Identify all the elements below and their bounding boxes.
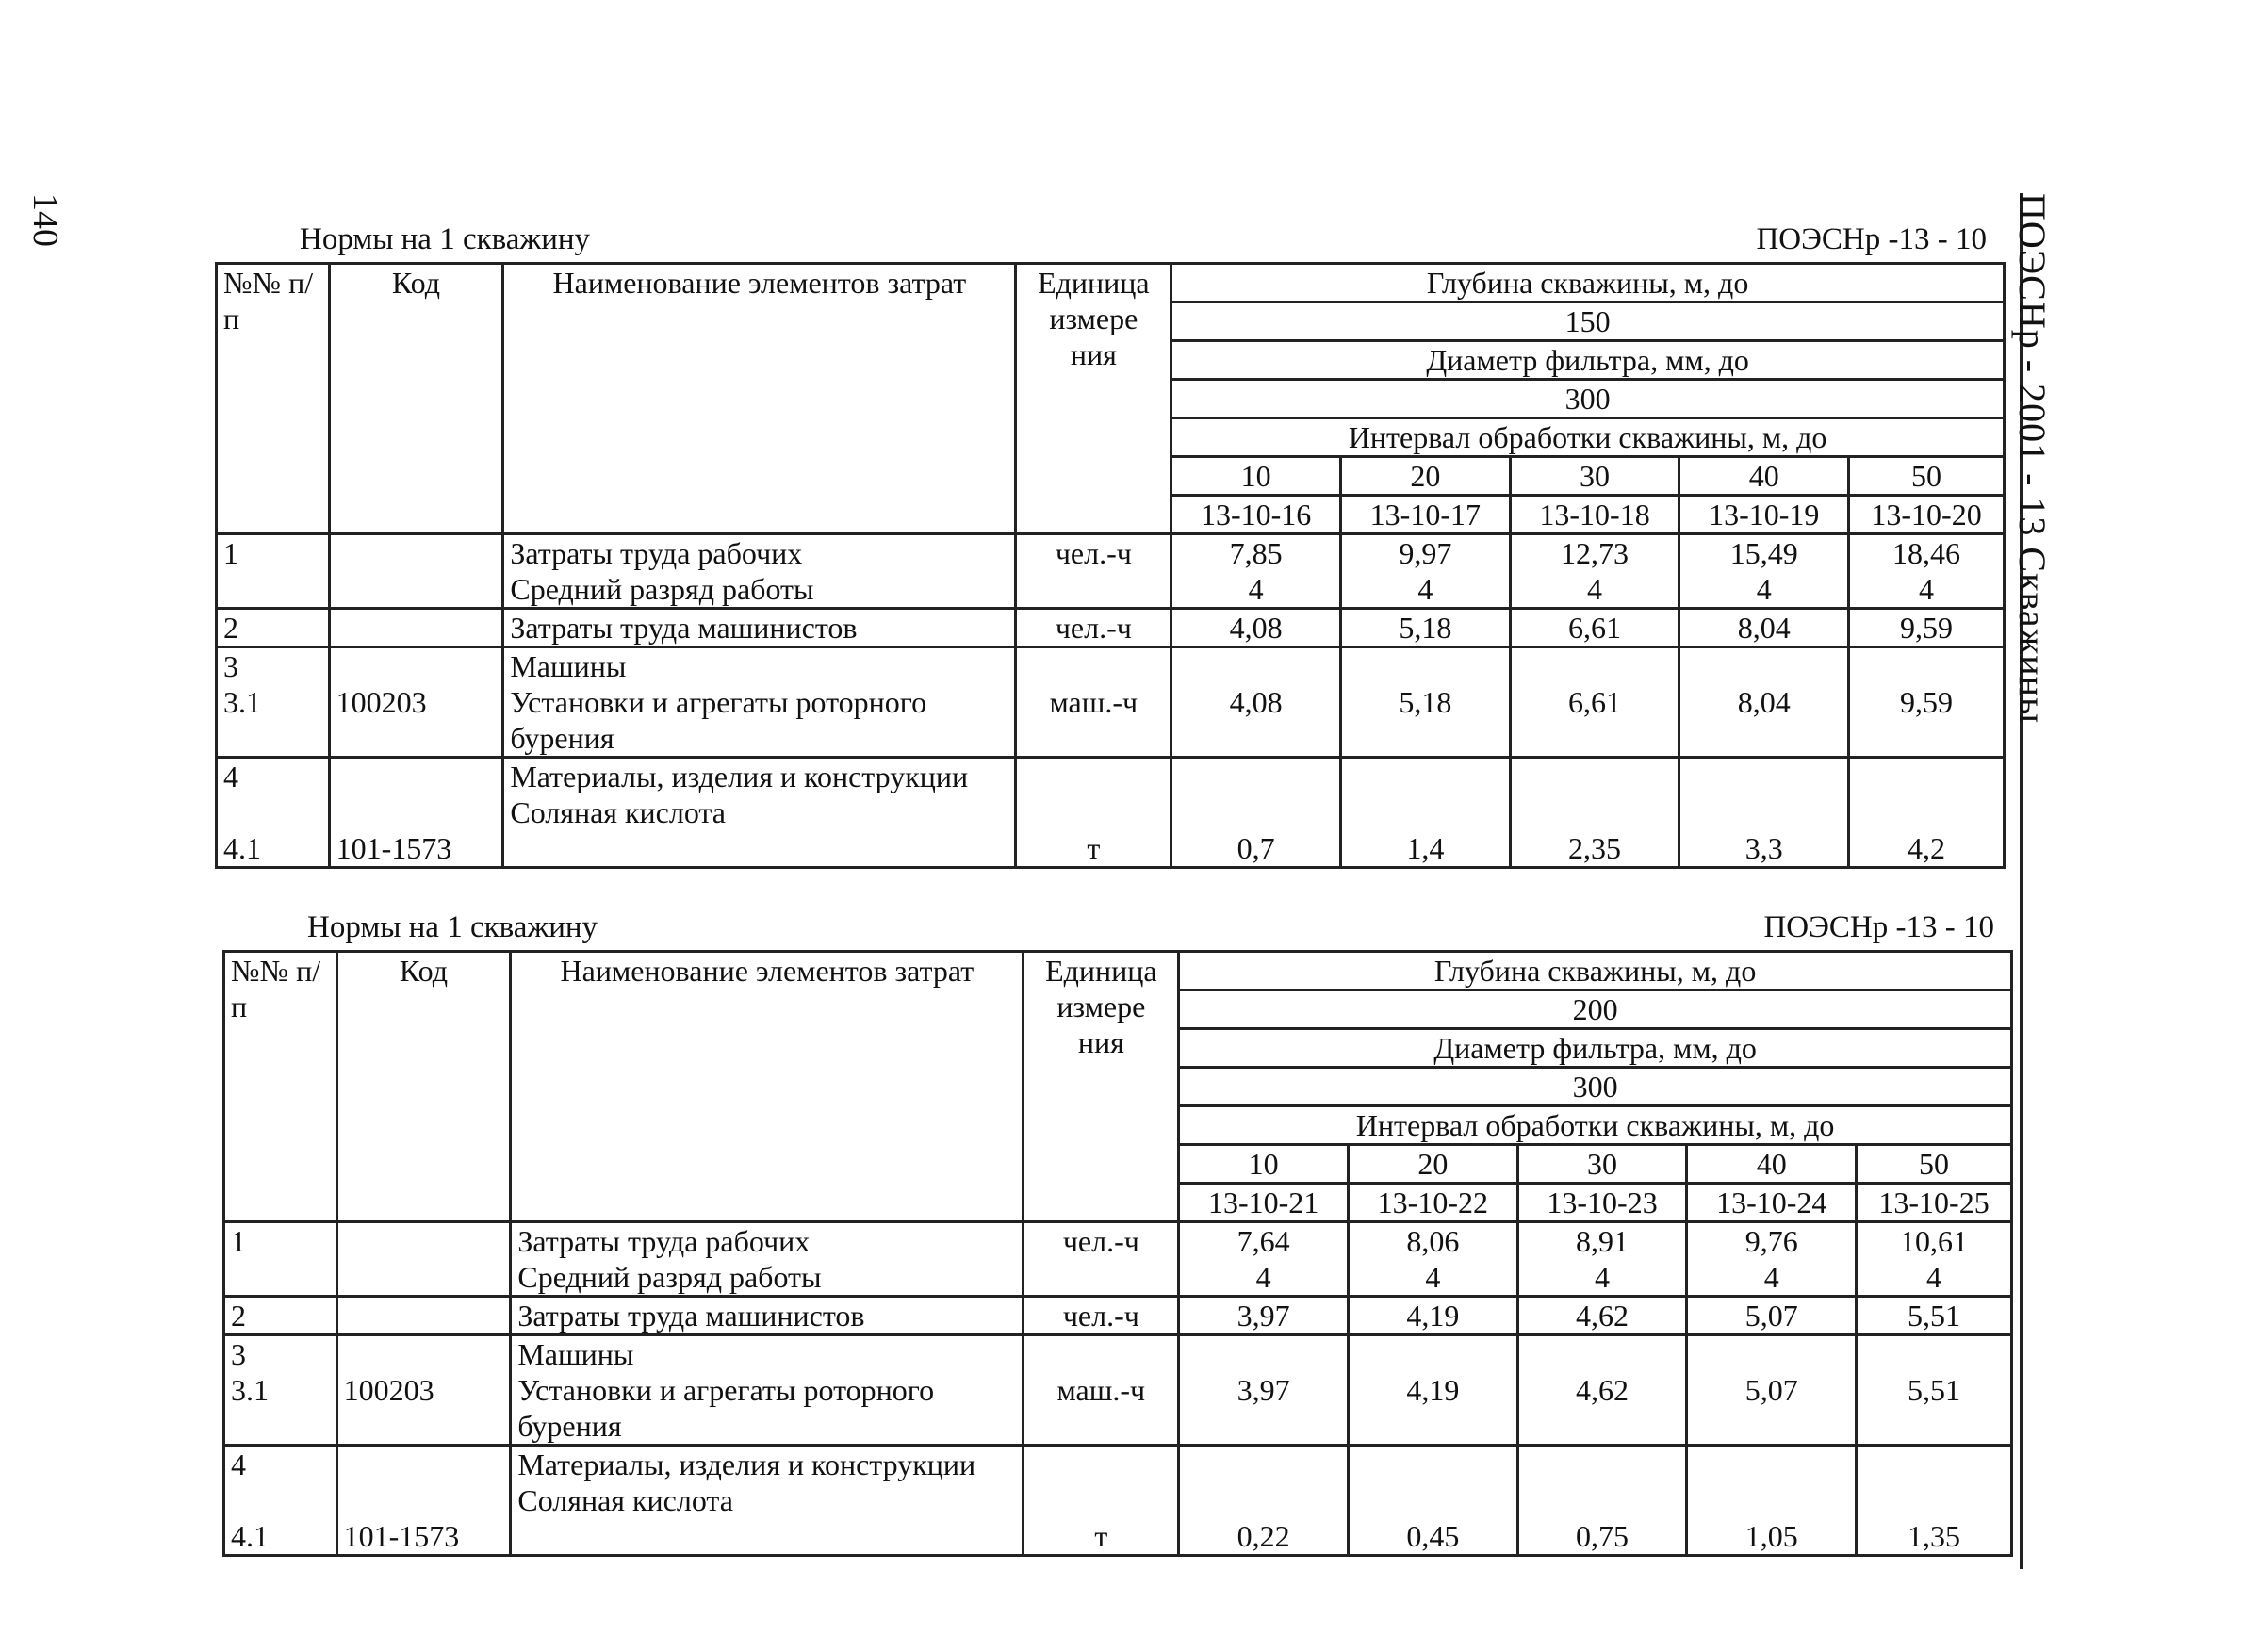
caption-right: ПОЭСНр -13 - 10 bbox=[1763, 910, 1994, 944]
interval-cell: 40 bbox=[1687, 1145, 1857, 1184]
table-row bbox=[217, 534, 2005, 609]
interval-cell: 30 bbox=[1510, 457, 1679, 496]
caption-row bbox=[215, 219, 2006, 262]
row-value: 0,75 bbox=[1517, 1446, 1687, 1556]
table-row bbox=[224, 1222, 2012, 1297]
table-row bbox=[217, 609, 2005, 647]
row-value: 6,61 bbox=[1510, 647, 1679, 758]
row-value: 4,62 bbox=[1517, 1335, 1687, 1446]
row-num: 3 3.1 bbox=[217, 647, 330, 758]
row-value: 5,18 bbox=[1340, 609, 1510, 647]
header-unit: Единица измере ния bbox=[1016, 264, 1171, 534]
row-name: Затраты труда рабочих Средний разряд работы bbox=[511, 1222, 1024, 1297]
row-num: 3 3.1 bbox=[224, 1335, 337, 1446]
row-value: 8,04 bbox=[1679, 647, 1849, 758]
row-value: 9,76 4 bbox=[1687, 1222, 1857, 1297]
row-value: 5,51 bbox=[1857, 1297, 2012, 1335]
row-name: Материалы, изделия и конструкции Соляная кислота bbox=[503, 758, 1016, 868]
interval-cell: 10 bbox=[1171, 457, 1341, 496]
interval-cell: 20 bbox=[1348, 1145, 1517, 1184]
row-name: Материалы, изделия и конструкции Соляная кислота bbox=[511, 1446, 1024, 1556]
row-num: 1 bbox=[217, 534, 330, 609]
row-value: 6,61 bbox=[1510, 609, 1679, 647]
norms-table bbox=[222, 950, 2013, 1557]
table-row bbox=[224, 1446, 2012, 1556]
norm-code-cell: 13-10-17 bbox=[1340, 496, 1510, 534]
row-value: 10,61 4 bbox=[1857, 1222, 2012, 1297]
row-code: 100203 bbox=[336, 1335, 511, 1446]
row-value: 8,91 4 bbox=[1517, 1222, 1687, 1297]
caption-left: Нормы на 1 скважину bbox=[307, 910, 598, 944]
row-value: 15,49 4 bbox=[1679, 534, 1849, 609]
row-unit: маш.-ч bbox=[1016, 647, 1171, 758]
row-value: 0,22 bbox=[1179, 1446, 1349, 1556]
row-value: 0,45 bbox=[1348, 1446, 1517, 1556]
row-value: 2,35 bbox=[1510, 758, 1679, 868]
row-num: 4 4.1 bbox=[217, 758, 330, 868]
header-name: Наименование элементов затрат bbox=[503, 264, 1016, 534]
row-value: 7,64 4 bbox=[1179, 1222, 1349, 1297]
row-value: 4,2 bbox=[1849, 758, 2005, 868]
row-value: 7,85 4 bbox=[1171, 534, 1341, 609]
table-row bbox=[217, 758, 2005, 868]
row-code bbox=[329, 609, 503, 647]
header-diameter-value: 300 bbox=[1171, 380, 2005, 418]
header-diameter-value: 300 bbox=[1179, 1068, 2012, 1106]
row-name: Затраты труда машинистов bbox=[511, 1297, 1024, 1335]
row-name: Машины Установки и агрегаты роторного бурения bbox=[511, 1335, 1024, 1446]
row-unit: маш.-ч bbox=[1024, 1335, 1179, 1446]
row-code: 101-1573 bbox=[336, 1446, 511, 1556]
row-num: 2 bbox=[217, 609, 330, 647]
norm-code-cell: 13-10-20 bbox=[1849, 496, 2005, 534]
header-interval-label: Интервал обработки скважины, м, до bbox=[1179, 1106, 2012, 1145]
norm-code-cell: 13-10-25 bbox=[1857, 1184, 2012, 1222]
row-code bbox=[336, 1222, 511, 1297]
row-unit: чел.-ч bbox=[1024, 1222, 1179, 1297]
header-depth-value: 150 bbox=[1171, 303, 2005, 341]
norms-block-2 bbox=[222, 907, 2013, 1557]
row-code: 100203 bbox=[329, 647, 503, 758]
row-value: 3,97 bbox=[1179, 1297, 1349, 1335]
row-value: 4,08 bbox=[1171, 609, 1341, 647]
row-name: Машины Установки и агрегаты роторного бурения bbox=[503, 647, 1016, 758]
caption-row bbox=[222, 907, 2013, 950]
row-value: 5,07 bbox=[1687, 1335, 1857, 1446]
page-number: 140 bbox=[25, 193, 65, 247]
row-unit: чел.-ч bbox=[1024, 1297, 1179, 1335]
norm-code-cell: 13-10-16 bbox=[1171, 496, 1341, 534]
header-diameter-label: Диаметр фильтра, мм, до bbox=[1179, 1029, 2012, 1068]
table-row bbox=[217, 647, 2005, 758]
row-num: 2 bbox=[224, 1297, 337, 1335]
row-value: 9,59 bbox=[1849, 647, 2005, 758]
header-code: Код bbox=[336, 952, 511, 1222]
row-code bbox=[329, 534, 503, 609]
header-num: №№ п/п bbox=[224, 952, 337, 1222]
row-num: 4 4.1 bbox=[224, 1446, 337, 1556]
row-value: 3,3 bbox=[1679, 758, 1849, 868]
row-value: 4,62 bbox=[1517, 1297, 1687, 1335]
caption-right: ПОЭСНр -13 - 10 bbox=[1756, 222, 1987, 256]
header-depth-label: Глубина скважины, м, до bbox=[1171, 264, 2005, 303]
header-name: Наименование элементов затрат bbox=[511, 952, 1024, 1222]
table-row bbox=[224, 1335, 2012, 1446]
caption-left: Нормы на 1 скважину bbox=[300, 222, 591, 256]
row-value: 3,97 bbox=[1179, 1335, 1349, 1446]
table-row bbox=[224, 1297, 2012, 1335]
row-value: 5,18 bbox=[1340, 647, 1510, 758]
row-name: Затраты труда рабочих Средний разряд работы bbox=[503, 534, 1016, 609]
row-value: 9,97 4 bbox=[1340, 534, 1510, 609]
header-interval-label: Интервал обработки скважины, м, до bbox=[1171, 418, 2005, 457]
interval-cell: 10 bbox=[1179, 1145, 1349, 1184]
row-value: 9,59 bbox=[1849, 609, 2005, 647]
norm-code-cell: 13-10-18 bbox=[1510, 496, 1679, 534]
row-unit: т bbox=[1016, 758, 1171, 868]
row-value: 12,73 4 bbox=[1510, 534, 1679, 609]
row-value: 4,08 bbox=[1171, 647, 1341, 758]
interval-cell: 50 bbox=[1857, 1145, 2012, 1184]
interval-cell: 50 bbox=[1849, 457, 2005, 496]
header-depth-value: 200 bbox=[1179, 990, 2012, 1029]
header-num: №№ п/п bbox=[217, 264, 330, 534]
row-num: 1 bbox=[224, 1222, 337, 1297]
norm-code-cell: 13-10-23 bbox=[1517, 1184, 1687, 1222]
norm-code-cell: 13-10-24 bbox=[1687, 1184, 1857, 1222]
header-diameter-label: Диаметр фильтра, мм, до bbox=[1171, 341, 2005, 380]
norms-block-1 bbox=[215, 219, 2006, 869]
row-unit: т bbox=[1024, 1446, 1179, 1556]
row-value: 1,05 bbox=[1687, 1446, 1857, 1556]
row-name: Затраты труда машинистов bbox=[503, 609, 1016, 647]
side-title: ПОЭСНр - 2001 - 13 Скважины bbox=[2011, 193, 2054, 724]
row-value: 0,7 bbox=[1171, 758, 1341, 868]
row-value: 1,4 bbox=[1340, 758, 1510, 868]
norm-code-cell: 13-10-19 bbox=[1679, 496, 1849, 534]
norm-code-cell: 13-10-21 bbox=[1179, 1184, 1349, 1222]
row-value: 4,19 bbox=[1348, 1335, 1517, 1446]
row-code: 101-1573 bbox=[329, 758, 503, 868]
header-depth-label: Глубина скважины, м, до bbox=[1179, 952, 2012, 990]
row-value: 1,35 bbox=[1857, 1446, 2012, 1556]
norm-code-cell: 13-10-22 bbox=[1348, 1184, 1517, 1222]
row-value: 8,06 4 bbox=[1348, 1222, 1517, 1297]
row-value: 5,51 bbox=[1857, 1335, 2012, 1446]
interval-cell: 30 bbox=[1517, 1145, 1687, 1184]
norms-table bbox=[215, 262, 2006, 869]
header-unit: Единица измере ния bbox=[1024, 952, 1179, 1222]
row-unit: чел.-ч bbox=[1016, 534, 1171, 609]
row-value: 4,19 bbox=[1348, 1297, 1517, 1335]
header-code: Код bbox=[329, 264, 503, 534]
row-value: 8,04 bbox=[1679, 609, 1849, 647]
interval-cell: 40 bbox=[1679, 457, 1849, 496]
row-unit: чел.-ч bbox=[1016, 609, 1171, 647]
row-value: 18,46 4 bbox=[1849, 534, 2005, 609]
row-code bbox=[336, 1297, 511, 1335]
interval-cell: 20 bbox=[1340, 457, 1510, 496]
row-value: 5,07 bbox=[1687, 1297, 1857, 1335]
